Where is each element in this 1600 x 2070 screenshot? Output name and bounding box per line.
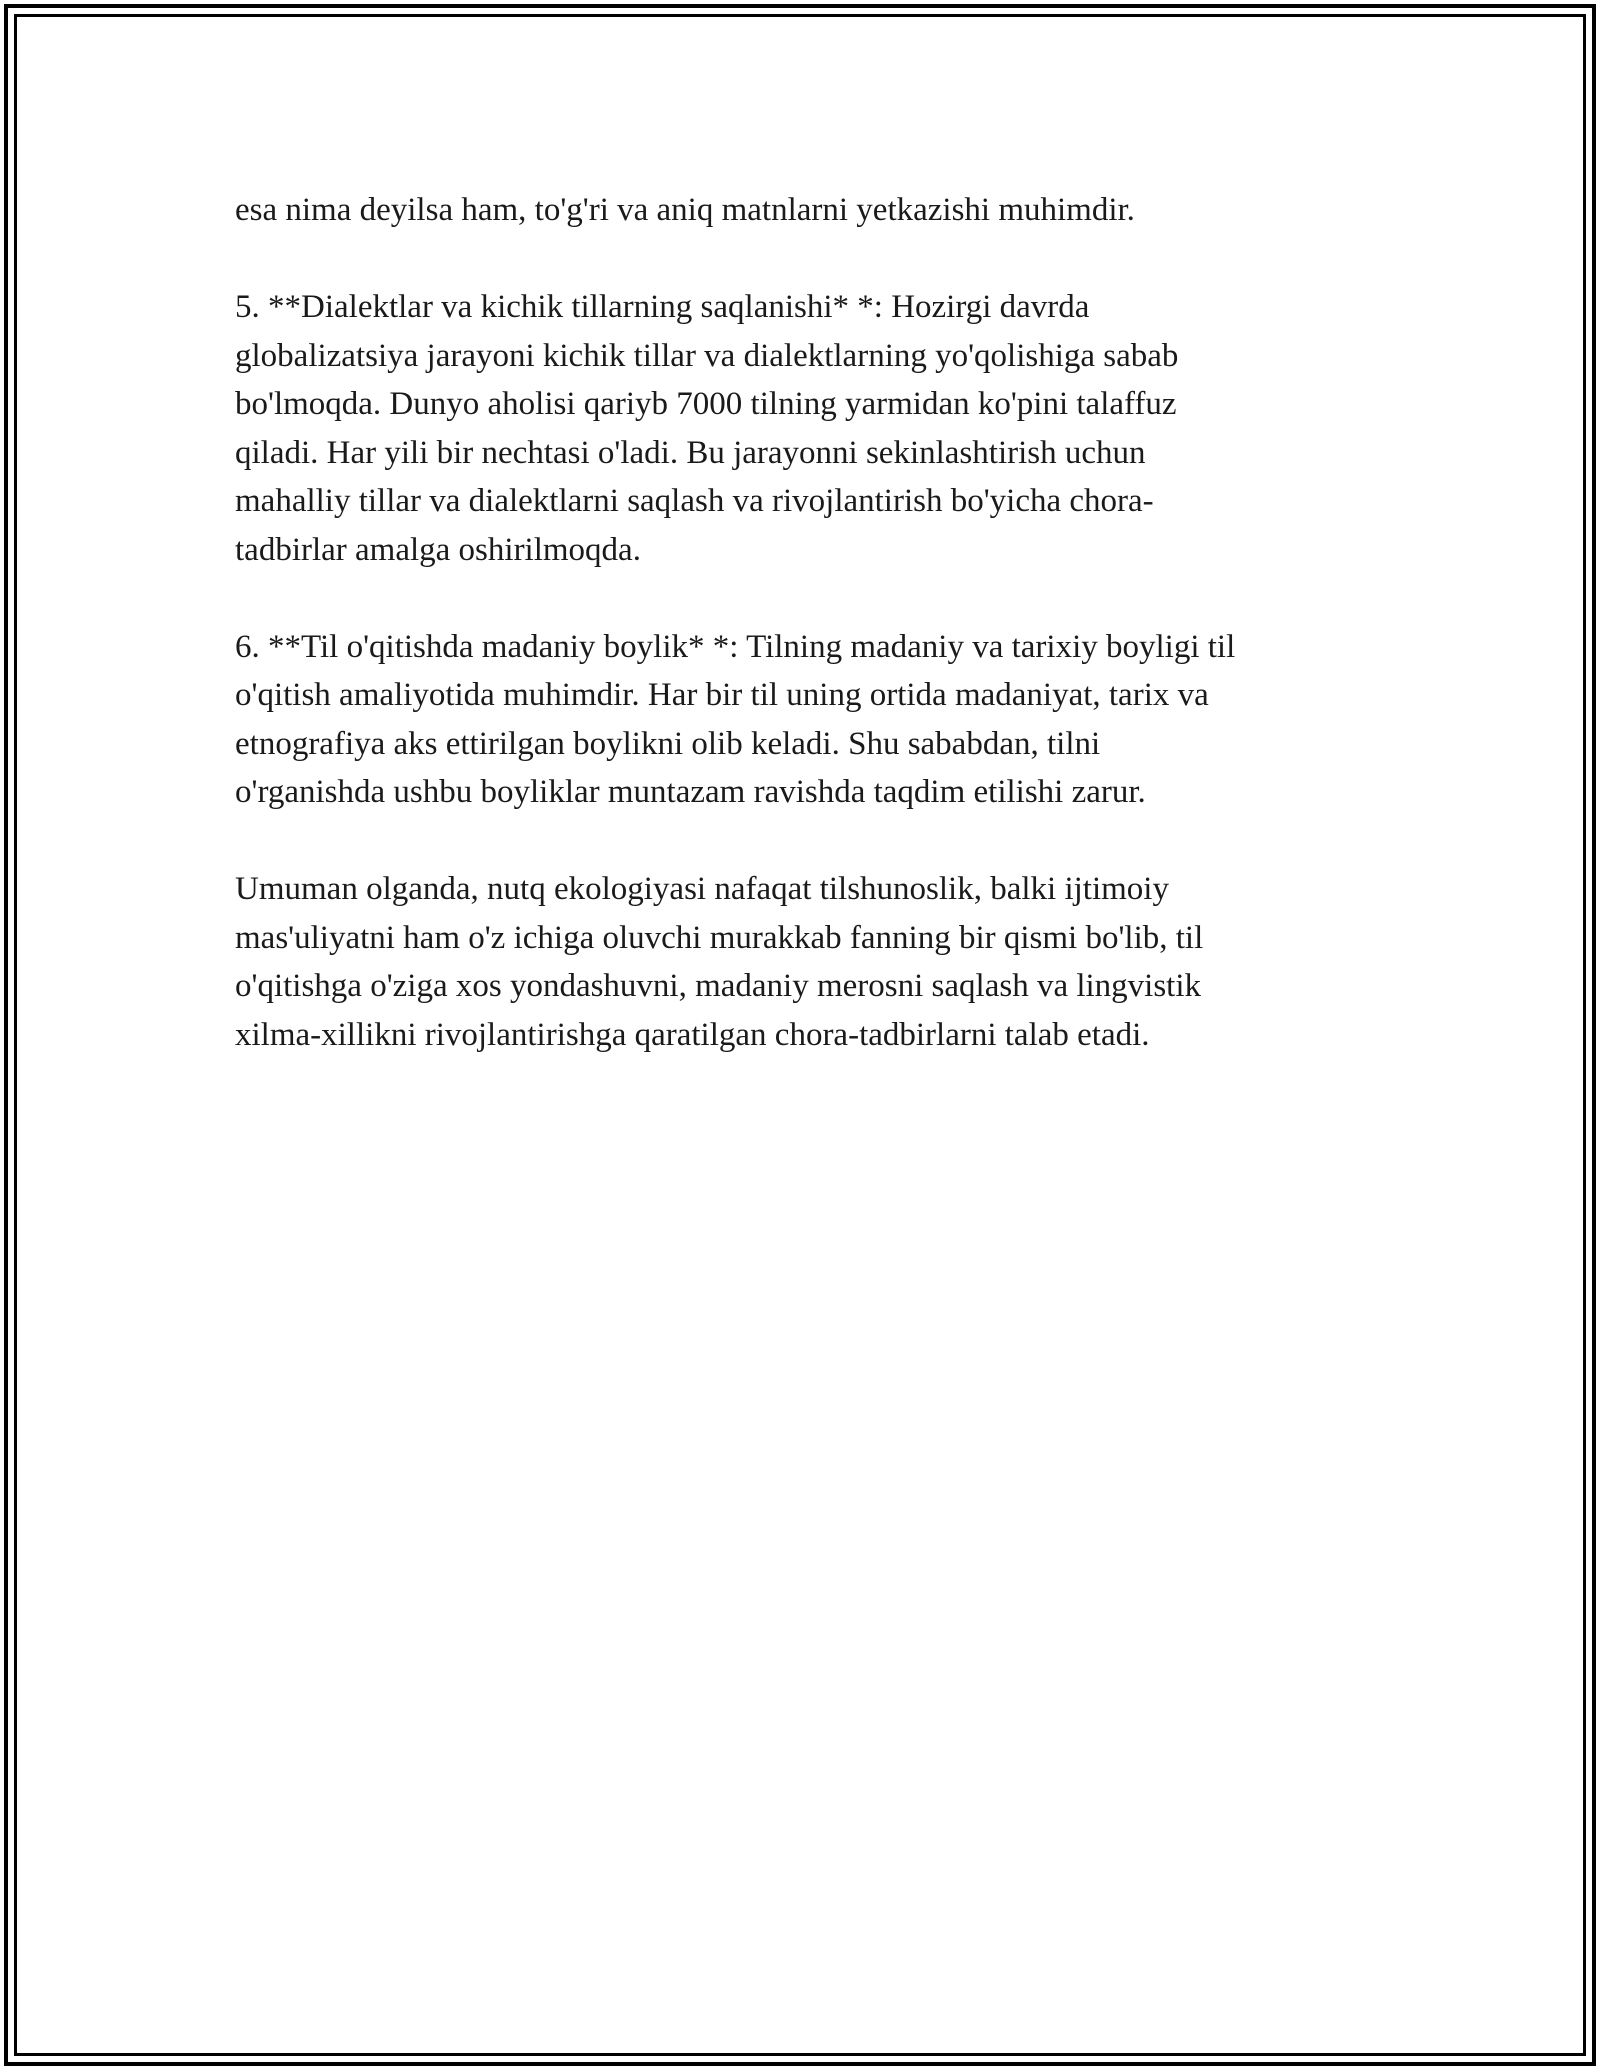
text-line: bo'lmoqda. Dunyo aholisi qariyb 7000 tilning yarmidan ko'pini talaffuz <box>235 386 1177 422</box>
document-body <box>235 186 1365 1108</box>
text-line: Umuman olganda, nutq ekologiyasi nafaqat tilshunoslik, balki ijtimoiy <box>235 871 1169 907</box>
text-line: xilma-xillikni rivojlantirishga qaratilgan chora-tadbirlarni talab etadi. <box>235 1016 1150 1053</box>
paragraph-continuation <box>235 186 1365 235</box>
paragraph-dialects <box>235 283 1365 574</box>
text-line: o'qitish amaliyotida muhimdir. Har bir til uning ortida madaniyat, tarix va <box>235 677 1209 713</box>
text-line: esa nima deyilsa ham, to'g'ri va aniq matnlarni yetkazishi muhimdir. <box>235 192 1135 228</box>
text-line: mas'uliyatni ham o'z ichiga oluvchi murakkab fanning bir qismi bo'lib, til <box>235 919 1204 956</box>
text-line: mahalliy tillar va dialektlarni saqlash va rivojlantirish bo'yicha chora- <box>235 483 1154 519</box>
text-line: o'rganishda ushbu boyliklar muntazam ravishda taqdim etilishi zarur. <box>235 774 1146 810</box>
text-line: 6. **Til o'qitishda madaniy boylik* *: Tilning madaniy va tarixiy boyligi til <box>235 628 1236 665</box>
text-line: globalizatsiya jarayoni kichik tillar va dialektlarning yo'qolishiga sabab <box>235 337 1179 374</box>
text-line: qiladi. Har yili bir nechtasi o'ladi. Bu jarayonni sekinlashtirish uchun <box>235 434 1146 471</box>
text-line: o'qitishga o'ziga xos yondashuvni, madaniy merosni saqlash va lingvistik <box>235 968 1202 1004</box>
paragraph-cultural-wealth <box>235 623 1365 817</box>
text-line: 5. **Dialektlar va kichik tillarning saqlanishi* *: Hozirgi davrda <box>235 289 1090 325</box>
text-line: etnografiya aks ettirilgan boylikni olib keladi. Shu sababdan, tilni <box>235 725 1101 762</box>
paragraph-conclusion <box>235 865 1365 1059</box>
text-line: tadbirlar amalga oshirilmoqda. <box>235 531 641 568</box>
